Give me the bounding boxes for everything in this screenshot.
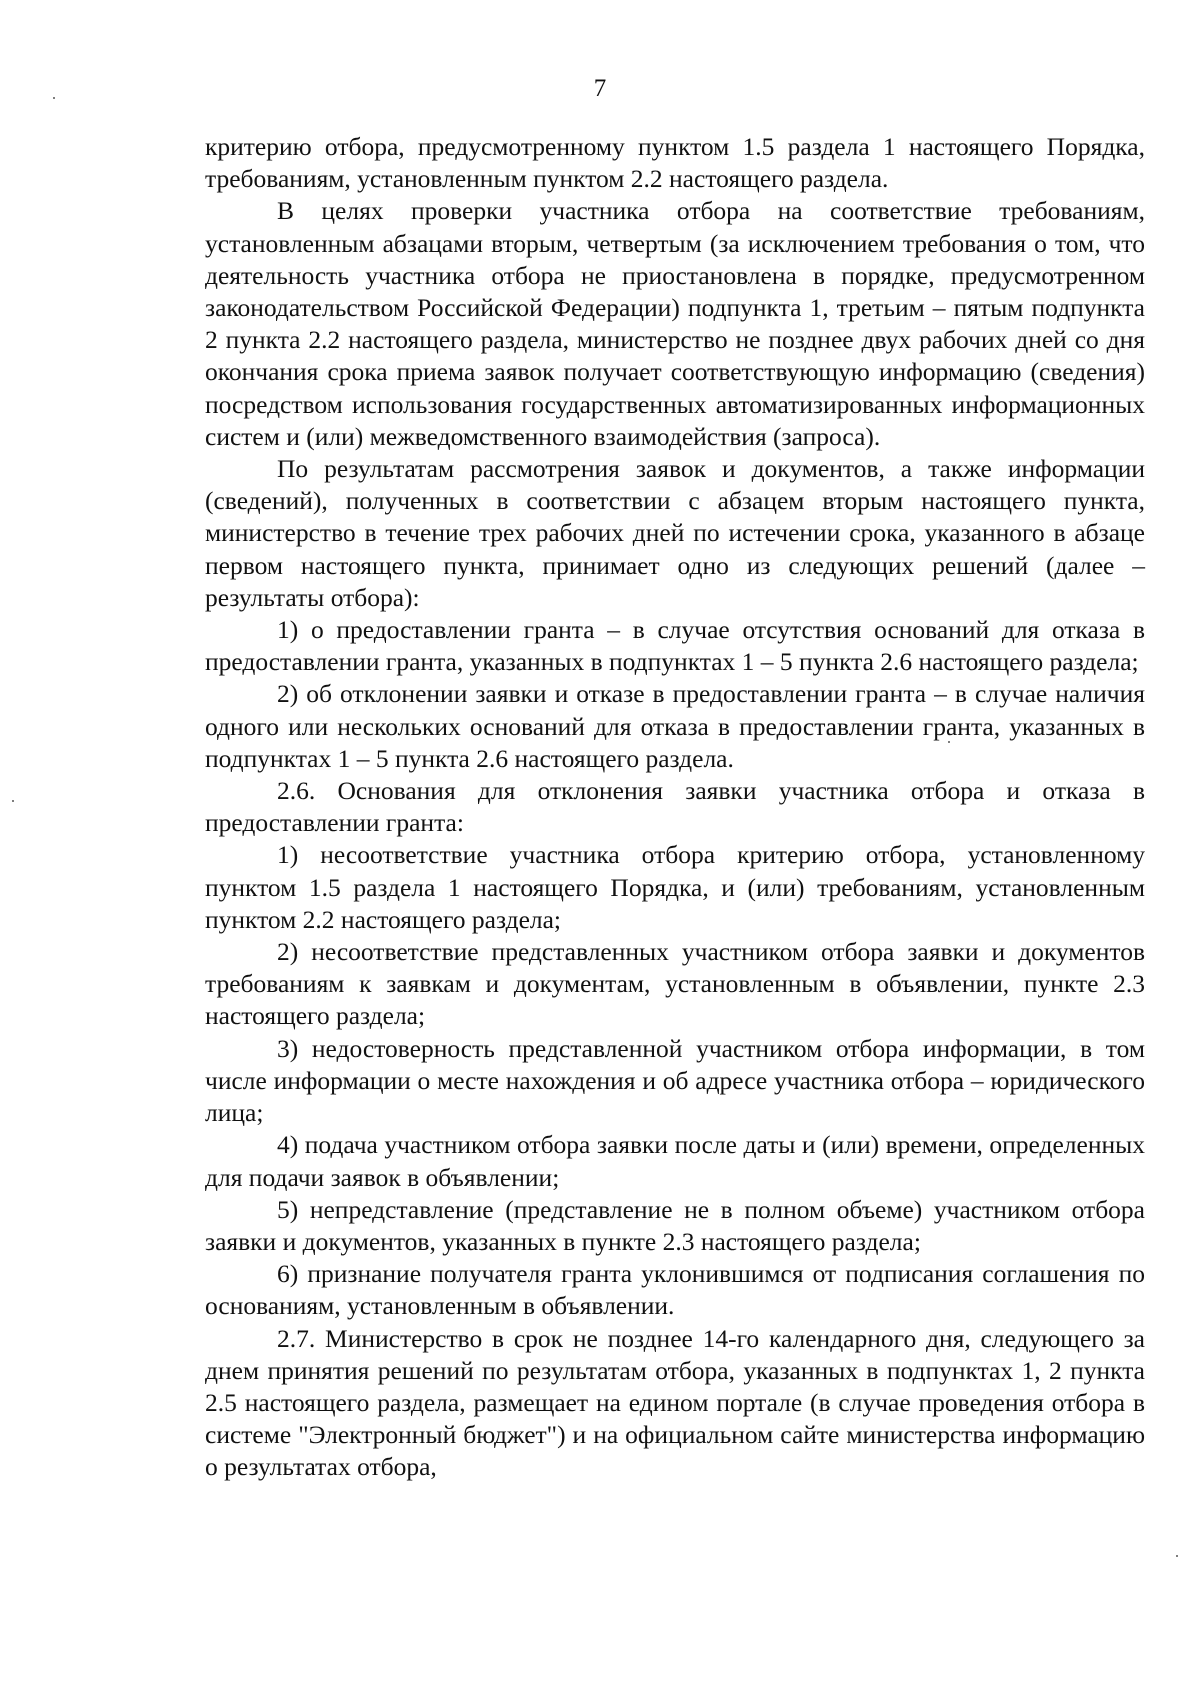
page-number: 7: [593, 75, 607, 102]
scan-speck: [1176, 1555, 1178, 1557]
paragraph-11-ground-5: 5) непредставление (представление не в полном объеме) участником отбора заявки и документов, указанных в пункте 2.3 настоящего раздела;: [205, 1194, 1145, 1256]
document-body: [205, 131, 1145, 1484]
paragraph-12-ground-6: 6) признание получателя гранта уклонившимся от подписания соглашения по основаниям, установленным в объявлении.: [205, 1259, 1145, 1321]
paragraph-1: критерию отбора, предусмотренному пунктом 1.5 раздела 1 настоящего Порядка, требованиям, установленным пунктом 2.2 настоящего раздела.: [205, 132, 1145, 194]
paragraph-10-ground-4: 4) подача участником отбора заявки после даты и (или) времени, определенных для подачи заявок в объявлении;: [205, 1130, 1145, 1192]
paragraph-6-section-2-6: 2.6. Основания для отклонения заявки участника отбора и отказа в предоставлении гранта:: [205, 776, 1145, 838]
paragraph-4-item-1: 1) о предоставлении гранта – в случае отсутствия оснований для отказа в предоставлении гранта, указанных в подпунктах 1 – 5 пункта 2.6 настоящего раздела;: [205, 615, 1145, 677]
paragraph-9-ground-3: 3) недостоверность представленной участником отбора информации, в том числе информации о месте нахождения и об адресе участника отбора – юридического лица;: [205, 1033, 1145, 1128]
scan-speck: [948, 741, 950, 743]
paragraph-8-ground-2: 2) несоответствие представленных участником отбора заявки и документов требованиям к заявкам и документам, установленным в объявлении, пункте 2.3 настоящего раздела;: [205, 937, 1145, 1031]
paragraph-5-item-2: 2) об отклонении заявки и отказе в предоставлении гранта – в случае наличия одного или нескольких оснований для отказа в предоставлении гранта, указанных в подпунктах 1 – 5 пункта 2.6 настоящего раздела.: [205, 679, 1145, 773]
paragraph-13-section-2-7: 2.7. Министерство в срок не позднее 14-го календарного дня, следующего за днем принятия решений по результатам отбора, указанных в подпунктах 1, 2 пункта 2.5 настоящего раздела, размещает на едином портале (в случае проведения отбора в системе "Электронный бюджет") и на официальном сайте министерства информацию о результатах отбора,: [205, 1323, 1145, 1482]
paragraph-3: По результатам рассмотрения заявок и документов, а также информации (сведений), полученных в соответствии с абзацем вторым настоящего пункта, министерство в течение трех рабочих дней по истечении срока, указанного в абзаце первом настоящего пункта, принимает одно из следующих решений (далее – результаты отбора):: [205, 454, 1145, 612]
scan-speck: [53, 97, 55, 99]
scan-speck: [12, 800, 14, 802]
paragraph-7-ground-1: 1) несоответствие участника отбора критерию отбора, установленному пунктом 1.5 раздела 1 настоящего Порядка, и (или) требованиям, установленным пунктом 2.2 настоящего раздела;: [205, 840, 1145, 934]
paragraph-2: В целях проверки участника отбора на соответствие требованиям, установленным абзацами вторым, четвертым (за исключением требования о том, что деятельность участника отбора не приостановлена в порядке, предусмотренном законодательством Российской Федерации) подпункта 1, третьим – пятым подпункта 2 пункта 2.2 настоящего раздела, министерство не позднее двух рабочих дней со дня окончания срока приема заявок получает соответствующую информацию (сведения) посредством использования государственных автоматизированных информационных систем и (или) межведомственного взаимодействия (запроса).: [205, 196, 1145, 451]
